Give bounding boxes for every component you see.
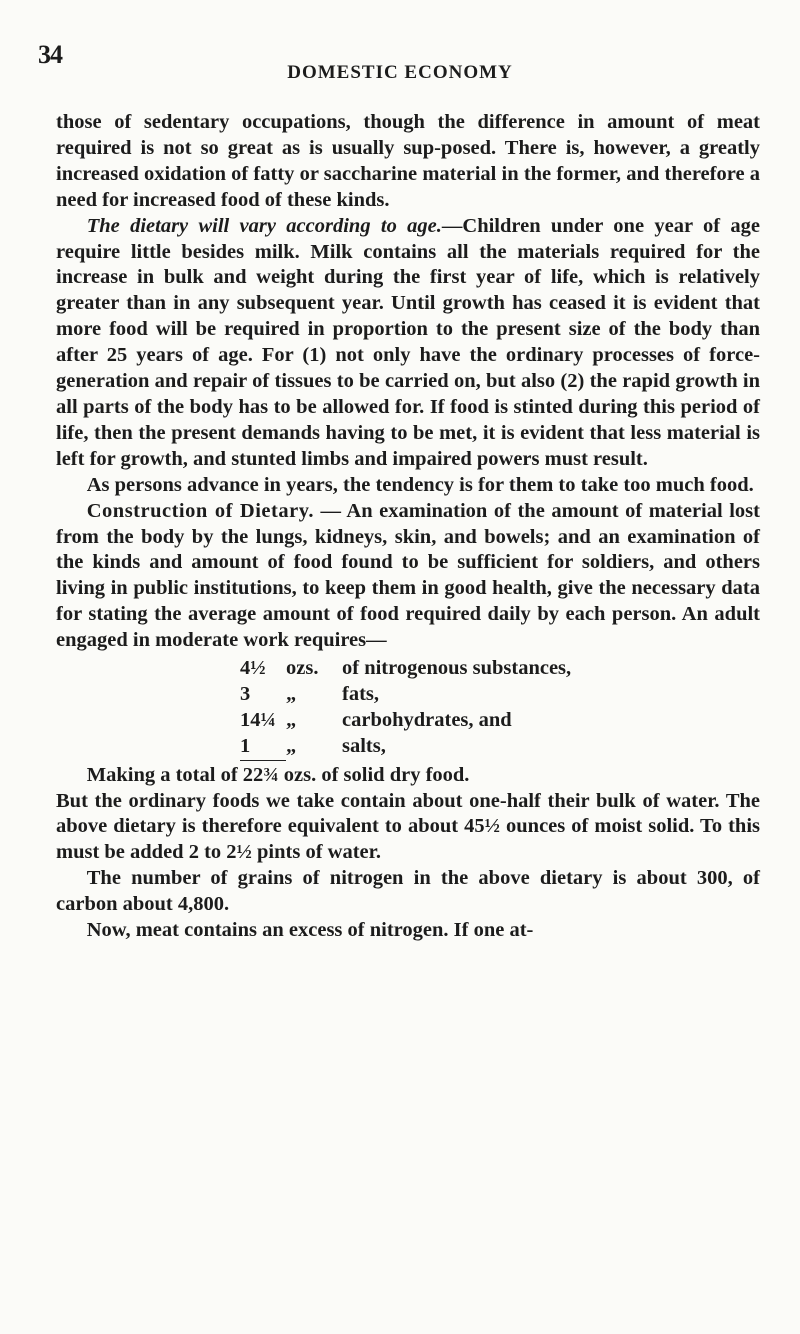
paragraph-meat: Now, meat contains an excess of nitrogen. If one at- — [86, 919, 534, 942]
paragraph-water: But the ordinary foods we take contain about one-half their bulk of water. The above dietary is therefore equivalent to about 45½ ounces of moist solid. To this must be added 2 to 2½ pints of water. — [56, 789, 760, 864]
paragraph-nitrogen: The number of grains of nitrogen in the above dietary is about 300, of carbon about 4,800. — [56, 867, 760, 916]
construction-body: — An examination of the amount of material lost from the body by the lungs, kidneys, skin, and bowels; and an examination of the kinds and amount of food found to be sufficient for soldiers, and others living in public institutions, to keep them in good health, give the necessary data for stating the average amount of food required daily by each person. An adult engaged in moderate work requires— — [56, 499, 760, 652]
page-header — [0, 0, 800, 90]
requirement-unit: „ — [286, 734, 297, 757]
requirement-item: of nitrogenous substances, — [342, 657, 572, 680]
requirement-qty: 4½ — [240, 657, 266, 680]
requirement-qty: 1 — [240, 734, 286, 760]
page-body — [56, 110, 760, 944]
requirements-table — [240, 656, 571, 761]
requirement-unit: ozs. — [286, 657, 319, 680]
paragraph-advance-years: As persons advance in years, the tendency is for them to take too much food. — [86, 473, 754, 496]
age-body: —Children under one year of age require little besides milk. Milk contains all the materials required for the increase in bulk and weight during the first year of life, which is relatively greater than in any subsequent year. Until growth has ceased it is evident that more food will be required in proportion to the present size of the body than after 25 years of age. For (1) not only have the ordinary processes of force-generation and repair of tissues to be carried on, but also (2) the rapid growth in all parts of the body has to be allowed for. If food is stinted during this period of life, then the present demands having to be met, it is evident that less material is left for growth, and stunted limbs and impaired powers must result. — [56, 214, 760, 470]
paragraph-sedentary: those of sedentary occupations, though the difference in amount of meat required is not so great as is usually sup-posed. There is, however, a greatly increased oxidation of fatty or saccharine material in the former, and therefore a need for increased food of these kinds. — [56, 111, 760, 211]
page-number: 34 — [38, 40, 62, 69]
construction-heading: Construction of Dietary. — [86, 499, 314, 522]
requirement-row — [240, 734, 571, 760]
requirement-unit: „ — [286, 682, 297, 705]
requirement-qty: 14¼ — [240, 708, 276, 731]
requirement-item: salts, — [342, 734, 386, 757]
requirement-row — [240, 656, 571, 682]
requirement-item: fats, — [342, 682, 380, 705]
requirement-qty: 3 — [240, 682, 251, 705]
requirement-unit: „ — [286, 708, 297, 731]
paragraph-construction — [56, 499, 760, 654]
requirement-item: carbohydrates, and — [342, 708, 512, 731]
paragraph-total: Making a total of 22¾ ozs. of solid dry food. — [86, 763, 470, 786]
age-heading: The dietary will vary according to age. — [86, 214, 442, 237]
paragraph-age — [56, 214, 760, 473]
running-title: DOMESTIC ECONOMY — [287, 62, 513, 83]
requirement-row — [240, 708, 571, 734]
requirement-row — [240, 682, 571, 708]
